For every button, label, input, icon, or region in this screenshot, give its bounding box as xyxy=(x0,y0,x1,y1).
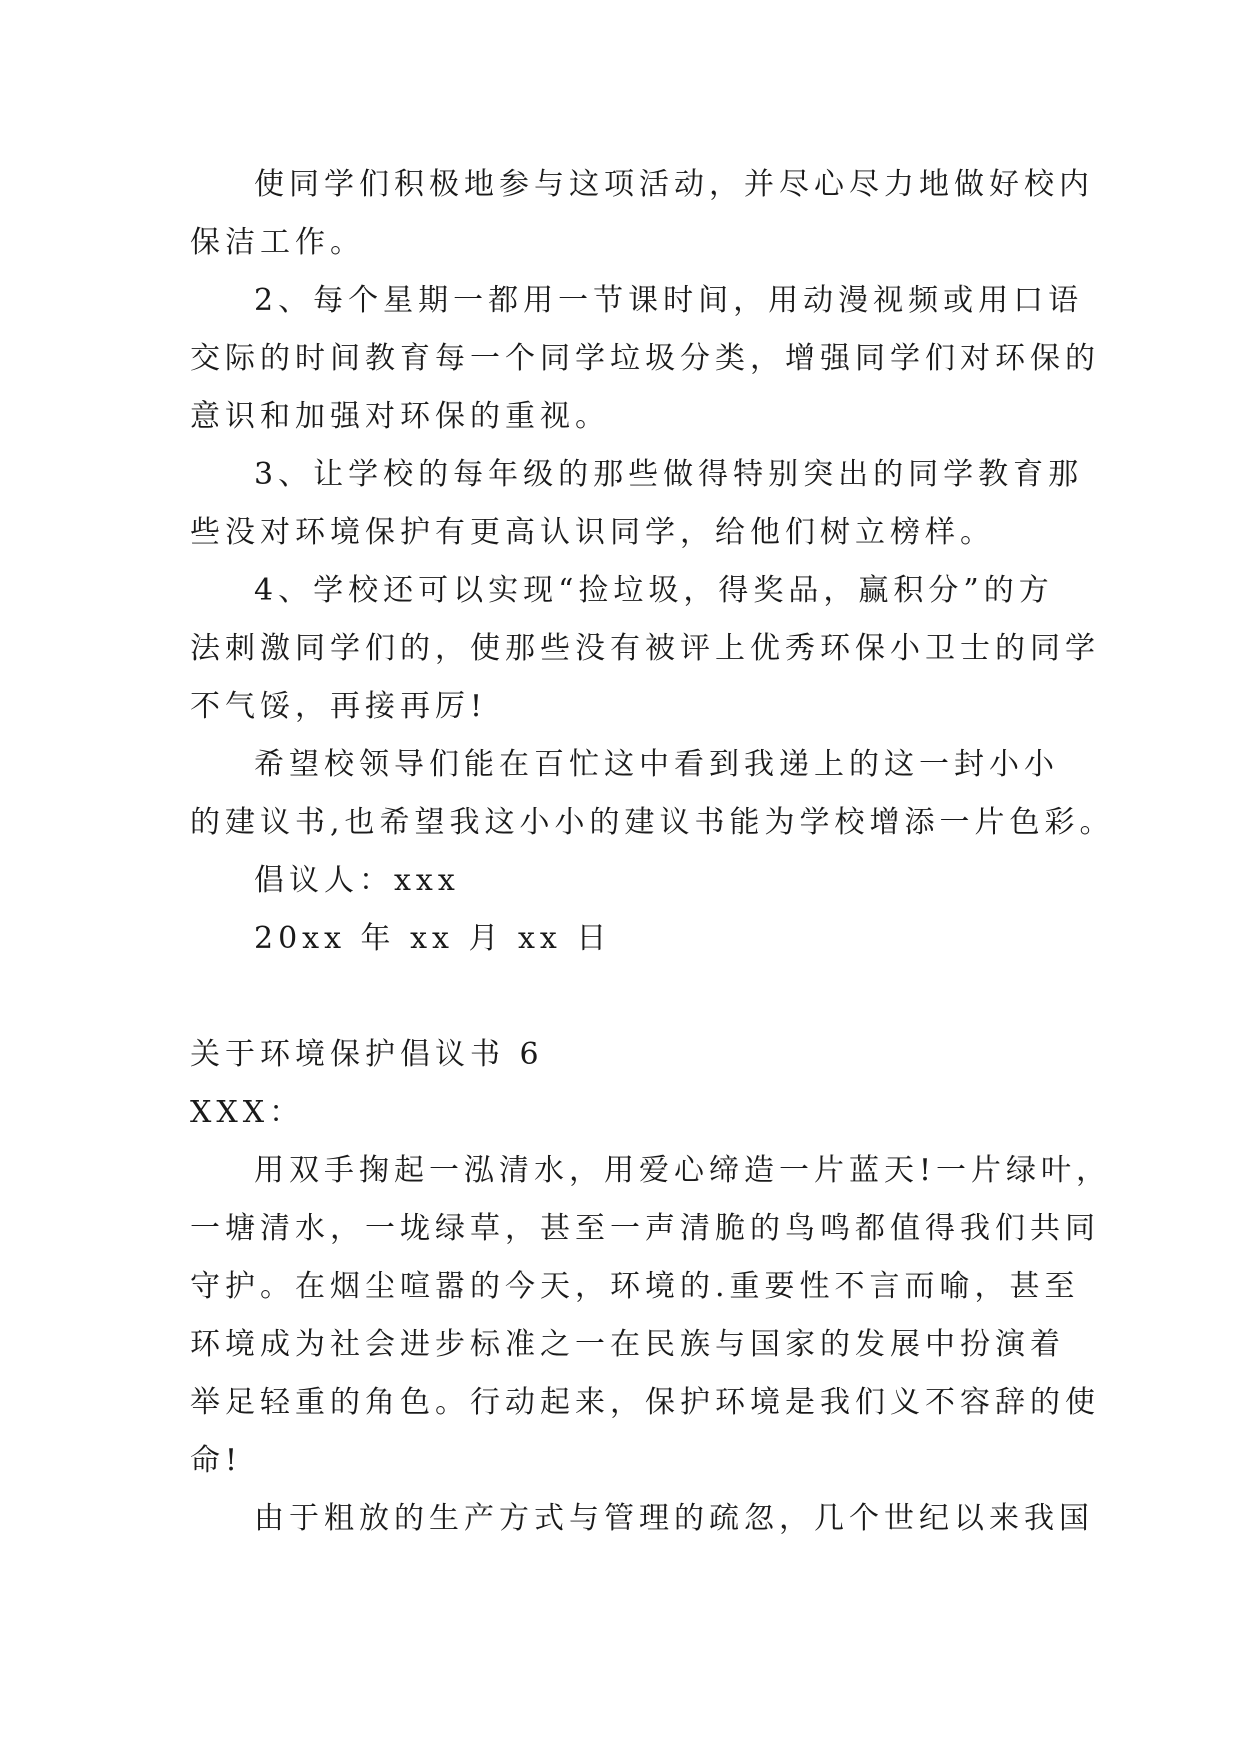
text-line: 3、让学校的每年级的那些做得特别突出的同学教育那 xyxy=(254,457,1084,492)
text-line: 环境成为社会进步标准之一在民族与国家的发展中扮演着 xyxy=(190,1327,1065,1362)
salutation: XXX： xyxy=(190,1095,305,1130)
text-line: 不气馁，再接再厉! xyxy=(190,689,488,724)
text-line: 的建议书,也希望我这小小的建议书能为学校增添一片色彩。 xyxy=(190,805,1115,840)
text-line: 些没对环境保护有更高认识同学，给他们树立榜样。 xyxy=(190,515,995,550)
text-line: 交际的时间教育每一个同学垃圾分类，增强同学们对环保的 xyxy=(190,341,1100,376)
text-line: 用双手掬起一泓清水，用爱心缔造一片蓝天!一片绿叶， xyxy=(254,1153,1112,1188)
signature-line: 倡议人：xxx xyxy=(254,863,460,898)
text-line: 4、学校还可以实现“捡垃圾，得奖品，赢积分”的方 xyxy=(254,573,1054,608)
text-line: 举足轻重的角色。行动起来，保护环境是我们义不容辞的使 xyxy=(190,1385,1100,1420)
text-line: 一塘清水，一垅绿草，甚至一声清脆的鸟鸣都值得我们共同 xyxy=(190,1211,1100,1246)
text-line: 法刺激同学们的，使那些没有被评上优秀环保小卫士的同学 xyxy=(190,631,1100,666)
text-line: 守护。在烟尘喧嚣的今天，环境的.重要性不言而喻，甚至 xyxy=(190,1269,1080,1304)
text-line: 保洁工作。 xyxy=(190,225,365,260)
text-line: 命! xyxy=(190,1443,243,1478)
text-line: 2、每个星期一都用一节课时间，用动漫视频或用口语 xyxy=(254,283,1084,318)
text-line: 希望校领导们能在百忙这中看到我递上的这一封小小 xyxy=(254,747,1059,782)
text-line: 由于粗放的生产方式与管理的疏忽，几个世纪以来我国 xyxy=(254,1501,1094,1536)
section-title: 关于环境保护倡议书 6 xyxy=(190,1037,544,1072)
text-line: 使同学们积极地参与这项活动，并尽心尽力地做好校内 xyxy=(254,167,1094,202)
date-line: 20xx 年 xx 月 xx 日 xyxy=(254,921,612,956)
text-line: 意识和加强对环保的重视。 xyxy=(190,399,610,434)
